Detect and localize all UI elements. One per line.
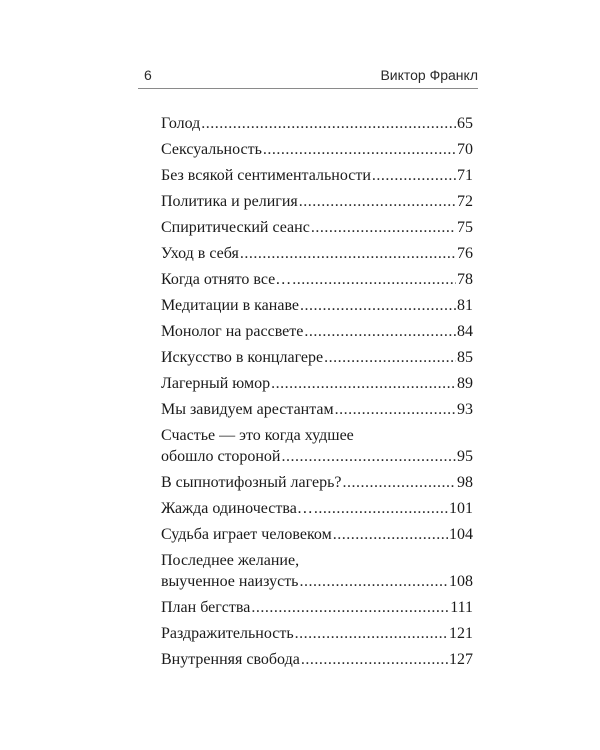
dot-leader — [299, 191, 456, 212]
toc-entry-title: Мы завидуем арестантам — [161, 401, 334, 418]
dot-leader — [335, 399, 456, 420]
toc-entry-page: 89 — [457, 375, 473, 392]
dot-leader — [292, 269, 456, 290]
toc-entry-page: 75 — [457, 219, 473, 236]
dot-leader — [311, 217, 456, 238]
toc-entry-title: В сыпнотифозный лагерь? — [161, 474, 342, 491]
dot-leader — [299, 571, 448, 592]
toc-entry — [161, 373, 473, 394]
toc-entry-title: Голод — [161, 115, 201, 132]
toc-entry — [161, 399, 473, 420]
dot-leader — [343, 472, 457, 493]
toc-entry-page: 72 — [457, 193, 473, 210]
toc-entry-page: 127 — [449, 651, 473, 668]
toc-entry-title: План бегства — [161, 599, 251, 616]
dot-leader — [251, 597, 449, 618]
toc-entry — [161, 597, 473, 618]
table-of-contents — [161, 113, 473, 675]
toc-entry-page: 78 — [457, 271, 473, 288]
toc-entry — [161, 295, 473, 316]
toc-entry-title: Уход в себя — [161, 245, 239, 262]
dot-leader — [263, 139, 456, 160]
toc-entry-title: Жажда одиночества… — [161, 500, 313, 517]
toc-entry-page: 108 — [449, 573, 473, 590]
toc-entry — [161, 524, 473, 545]
toc-entry — [161, 498, 473, 519]
toc-entry-page: 104 — [449, 526, 473, 543]
toc-entry — [161, 113, 473, 134]
dot-leader — [324, 347, 456, 368]
toc-entry-title: Искусство в концлагере — [161, 349, 324, 366]
toc-entry-page: 81 — [457, 297, 473, 314]
toc-entry-page: 84 — [457, 323, 473, 340]
toc-entry — [161, 347, 473, 368]
toc-entry-page: 121 — [449, 625, 473, 642]
toc-entry-title: Сексуальность — [161, 141, 262, 158]
toc-entry-title: Внутренняя свобода — [161, 651, 300, 668]
toc-entry-title-first-line: Последнее желание, — [161, 552, 300, 569]
dot-leader — [240, 243, 456, 264]
dot-leader — [372, 165, 456, 186]
toc-entry-page: 98 — [457, 474, 473, 491]
toc-entry — [161, 550, 473, 592]
toc-entry — [161, 165, 473, 186]
toc-entry-page: 93 — [457, 401, 473, 418]
dot-leader — [271, 373, 456, 394]
toc-entry-title: выученное наизусть — [161, 573, 299, 590]
toc-entry-page: 76 — [457, 245, 473, 262]
toc-entry-title-first-line: Счастье — это когда худшее — [161, 427, 354, 444]
dot-leader — [314, 498, 448, 519]
dot-leader — [304, 321, 456, 342]
dot-leader — [295, 623, 448, 644]
dot-leader — [333, 524, 448, 545]
toc-entry-title: Раздражительность — [161, 625, 294, 642]
toc-entry — [161, 217, 473, 238]
toc-entry-page: 111 — [450, 599, 473, 616]
toc-entry-title: Лагерный юмор — [161, 375, 271, 392]
toc-entry-page: 95 — [457, 448, 473, 465]
toc-entry-title: Медитации в канаве — [161, 297, 299, 314]
author-name: Виктор Франкл — [380, 67, 478, 83]
toc-entry-title: Судьба играет человеком — [161, 526, 332, 543]
header-divider — [138, 88, 478, 89]
toc-entry-page: 70 — [457, 141, 473, 158]
toc-entry — [161, 321, 473, 342]
dot-leader — [301, 649, 448, 670]
toc-entry-page: 101 — [449, 500, 473, 517]
toc-entry-title: Когда отнято все… — [161, 271, 292, 288]
dot-leader — [201, 113, 456, 134]
toc-entry-page: 85 — [457, 349, 473, 366]
toc-entry-title: Без всякой сентиментальности — [161, 167, 371, 184]
toc-entry — [161, 649, 473, 670]
toc-entry-title: Монолог на рассвете — [161, 323, 304, 340]
toc-entry — [161, 472, 473, 493]
toc-entry — [161, 269, 473, 290]
toc-entry — [161, 139, 473, 160]
toc-entry — [161, 623, 473, 644]
running-head — [144, 67, 478, 85]
toc-entry-page: 65 — [457, 115, 473, 132]
page-number: 6 — [144, 67, 152, 83]
toc-entry-title: обошло стороной — [161, 448, 281, 465]
toc-entry — [161, 425, 473, 467]
dot-leader — [300, 295, 456, 316]
toc-entry-title: Политика и религия — [161, 193, 298, 210]
dot-leader — [281, 446, 456, 467]
toc-entry — [161, 243, 473, 264]
toc-entry-page: 71 — [457, 167, 473, 184]
toc-entry — [161, 191, 473, 212]
toc-entry-title: Спиритический сеанс — [161, 219, 310, 236]
